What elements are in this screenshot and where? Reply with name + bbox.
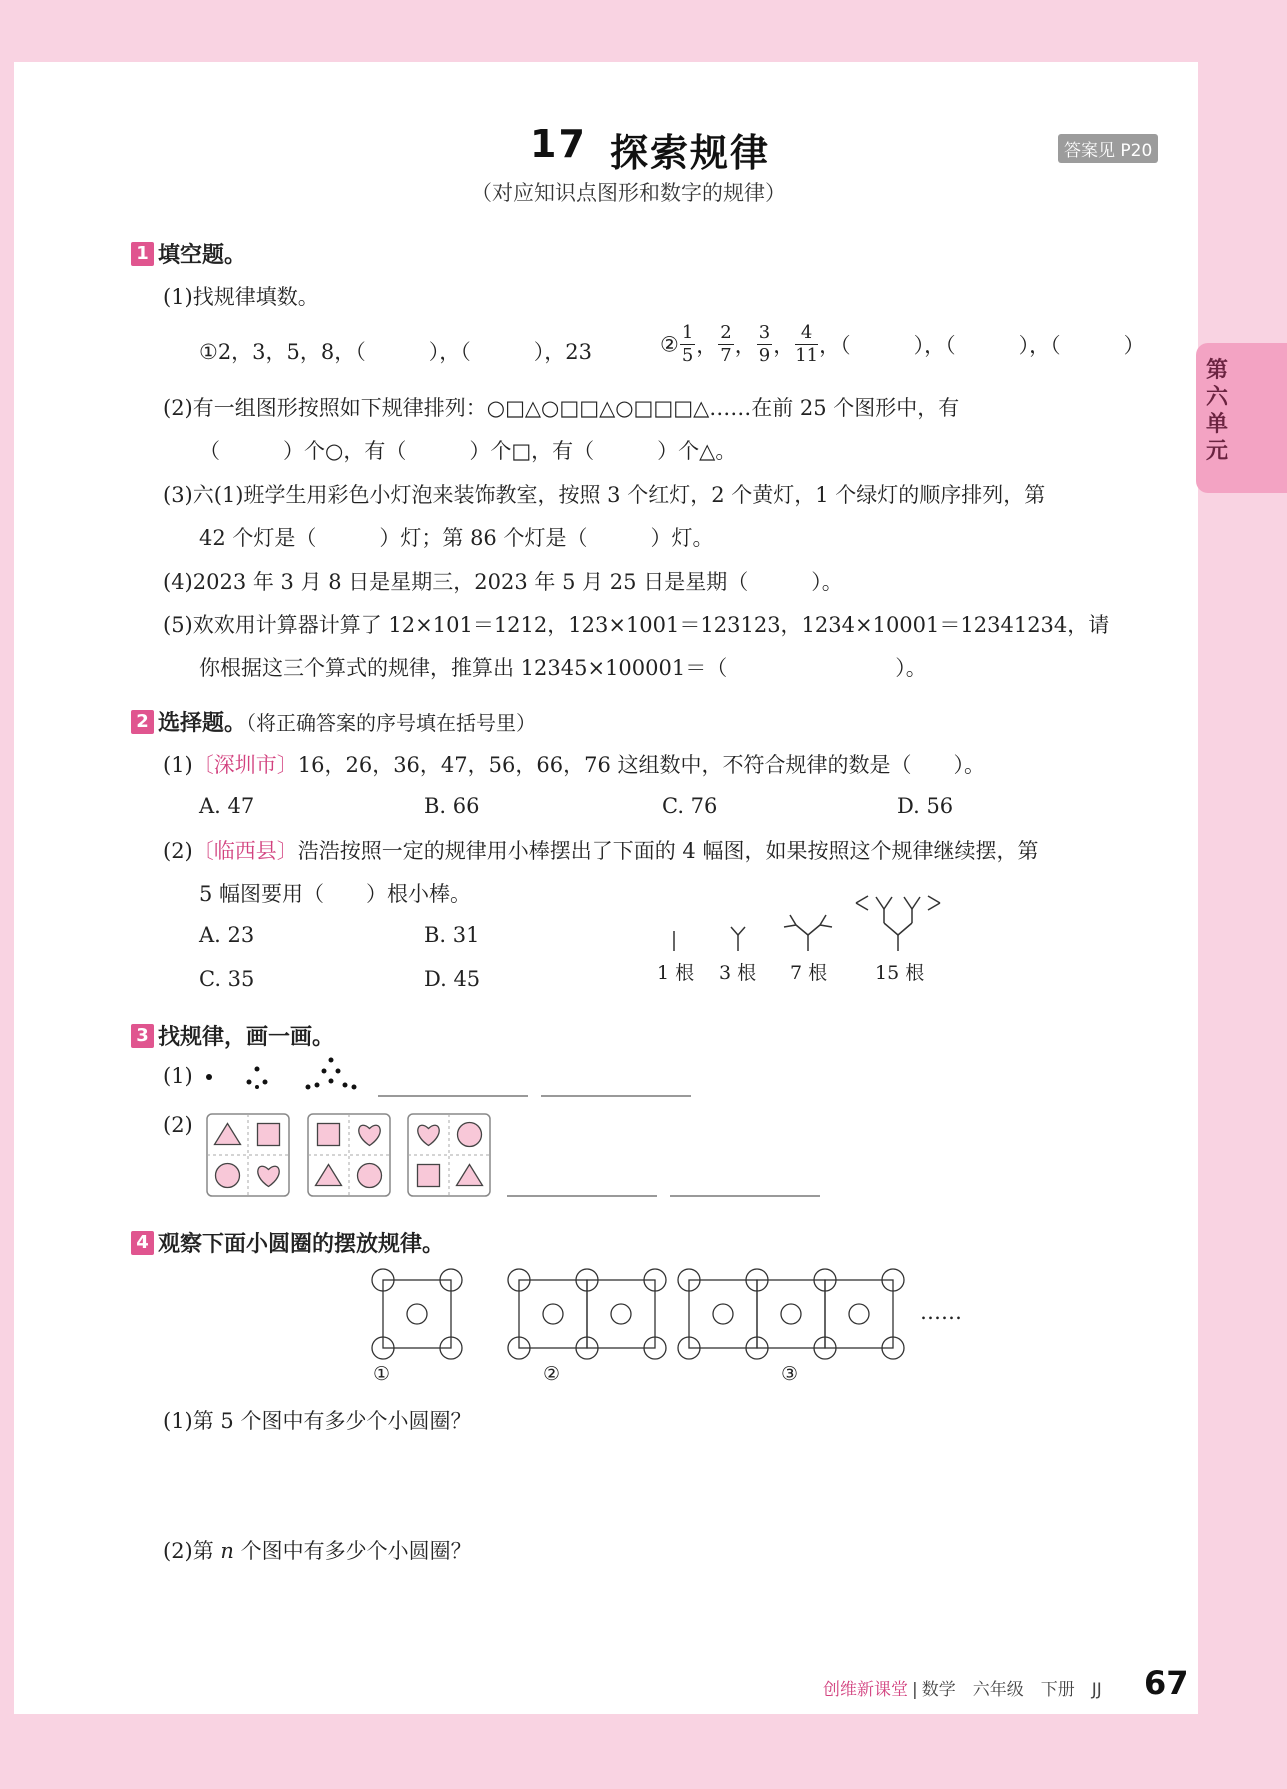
circle-shape: [358, 1164, 382, 1188]
s2-q2-text: 浩浩按照一定的规律用小棒摆出了下面的 4 幅图，如果按照这个规律继续摆，第: [297, 839, 1039, 863]
s1-q1-b-prefix: ②: [660, 332, 679, 357]
fraction-denominator: 11: [795, 345, 819, 366]
s2-q1-option-b: B. 66: [424, 794, 480, 818]
dot-figure-2: [247, 1067, 268, 1090]
footer-brand: 创维新课堂: [823, 1680, 908, 1700]
section-2-title: 选择题。: [158, 711, 247, 736]
stick-figure-4: [856, 896, 940, 951]
unit-side-tab-label: 第六单元: [1205, 358, 1228, 464]
fraction-denominator: 5: [681, 345, 694, 366]
s4-q2-variable: n: [220, 1539, 234, 1563]
page-title: 探索规律: [610, 131, 771, 175]
s4-q1: (1)第 5 个图中有多少个小圆圈？: [163, 1409, 472, 1433]
stick-label-3: 7 根: [790, 962, 828, 984]
lesson-number: 17: [530, 122, 587, 166]
s2-q1: [163, 749, 985, 779]
fraction: [795, 322, 818, 367]
s1-q1-intro: (1)找规律填数。: [163, 285, 319, 309]
fraction-numerator: 3: [758, 322, 771, 343]
s2-q2-option-b: B. 31: [424, 923, 480, 947]
dot-figure-1: [206, 1074, 212, 1080]
fraction-numerator: 4: [795, 322, 818, 345]
s2-q2-number: (2): [163, 839, 193, 863]
section-3-title: 找规律，画一画。: [158, 1025, 335, 1050]
s1-q5-line2: 你根据这三个算式的规律，推算出 12345×100001＝（ ）。: [199, 656, 927, 680]
section-1-title: 填空题。: [158, 243, 247, 268]
s1-q5-line1: (5)欢欢用计算器计算了 12×101＝1212，123×1001＝123123，1234×10001＝12341234，请: [163, 613, 1110, 637]
section-3-number: 3: [131, 1024, 154, 1048]
small-circle: [713, 1304, 733, 1324]
s1-q1-sequence-b: ② $\frac{1}{5}$ ， $\frac{2}{7}$ ， $\frac{3}{9}$ ， $\frac{4}{11}$ ，（ ），（ ），（ ）: [660, 322, 1145, 366]
s1-q3-line1: (3)六(1)班学生用彩色小灯泡来装饰教室，按照 3 个红灯，2 个黄灯，1 个绿灯的顺序排列，第: [163, 483, 1046, 507]
s2-q1-text: 16，26，36，47，56，66，76 这组数中，不符合规律的数是（ ）。: [297, 753, 985, 777]
s3-q2-answer-lines: [507, 1194, 822, 1198]
shape-grid-1: [207, 1114, 289, 1196]
small-circle: [611, 1304, 631, 1324]
s2-q1-region-tag: 〔深圳市〕: [192, 753, 298, 777]
s2-q1-option-d: D. 56: [897, 794, 954, 818]
s1-q3-line2: 42 个灯是（ ）灯；第 86 个灯是（ ）灯。: [199, 526, 714, 550]
stick-label-2: 3 根: [719, 962, 757, 984]
s3-q1-number: (1): [163, 1064, 193, 1088]
square-shape: [318, 1124, 340, 1146]
shape-grids: [206, 1112, 496, 1198]
stick-label-4: 15 根: [875, 962, 925, 984]
s1-q2-line1: (2)有一组图形按照如下规律排列：○□△○□□△○□□□△……在前 25 个图形中，有: [163, 396, 960, 420]
page-number: 67: [1144, 1664, 1189, 1702]
s3-q1-answer-lines: [378, 1094, 693, 1098]
section-1-header: [131, 238, 246, 269]
footer-series: [823, 1675, 1102, 1700]
s3-q2-number: (2): [163, 1113, 193, 1137]
s1-q1-sequence-a: ①2，3，5，8，（ ），（ ），23: [199, 340, 592, 364]
fraction-numerator: 1: [681, 322, 694, 343]
fraction: [757, 322, 772, 367]
dot-figure-3: [306, 1058, 357, 1090]
page-subtitle: （对应知识点图形和数字的规律）: [471, 181, 786, 205]
small-circle: [543, 1304, 563, 1324]
section-2-number: 2: [131, 710, 154, 734]
section-4-header: [131, 1227, 444, 1258]
stick-figure-2: [731, 927, 745, 951]
s2-q1-option-a: A. 47: [199, 794, 255, 818]
circle-pattern-ellipsis: ……: [920, 1300, 962, 1324]
circle-shape: [216, 1164, 240, 1188]
square-shape: [258, 1124, 280, 1146]
answer-ref-badge: 答案见 P20: [1058, 134, 1158, 163]
s2-q1-option-c: C. 76: [662, 794, 718, 818]
circle-pattern-figures: [330, 1262, 870, 1352]
section-3-header: [131, 1020, 334, 1051]
fraction-denominator: 9: [758, 345, 771, 366]
dot-pattern: [200, 1055, 360, 1100]
square-shape: [418, 1165, 440, 1187]
section-4-number: 4: [131, 1231, 154, 1255]
s4-q2-suffix: 个图中有多少个小圆圈？: [233, 1539, 472, 1563]
circle-figure-2: [508, 1269, 666, 1359]
figure-label-1: ①: [373, 1363, 391, 1385]
shape-grid-2: [308, 1114, 390, 1196]
circle-figure-1: [372, 1269, 462, 1359]
stick-figure-3: [784, 915, 832, 951]
section-2-header: [131, 706, 536, 737]
figure-label-2: ②: [543, 1363, 561, 1385]
section-1-number: 1: [131, 242, 154, 266]
figure-label-3: ③: [781, 1363, 799, 1385]
shape-grid-3: [408, 1114, 490, 1196]
s2-q1-number: (1): [163, 753, 193, 777]
s2-q2-option-a: A. 23: [199, 923, 255, 947]
footer-info: 数学 六年级 下册 JJ: [921, 1680, 1102, 1700]
footer-divider: |: [912, 1680, 918, 1700]
s1-q2-line2: （ ）个○，有（ ）个□，有（ ）个△。: [199, 439, 737, 463]
section-2-note: （将正确答案的序号填在括号里）: [246, 711, 537, 735]
circle-shape: [458, 1123, 482, 1147]
section-4-title: 观察下面小圆圈的摆放规律。: [158, 1232, 445, 1257]
fraction-numerator: 2: [720, 322, 732, 343]
s2-q2-option-d: D. 45: [424, 967, 481, 991]
s1-q1-b-blanks: ，（ ），（ ），（ ）: [819, 333, 1145, 358]
s2-q2-line2: 5 幅图要用（ ）根小棒。: [199, 882, 472, 906]
s4-q2-prefix: (2)第: [163, 1539, 221, 1563]
fraction-denominator: 7: [720, 345, 732, 366]
fraction: [718, 322, 733, 367]
s2-q2-region-tag: 〔临西县〕: [192, 839, 298, 863]
s4-q2: [163, 1535, 472, 1565]
small-circle: [407, 1304, 427, 1324]
stick-figures: [650, 885, 950, 965]
s2-q2-option-c: C. 35: [199, 967, 255, 991]
small-circle: [781, 1304, 801, 1324]
fraction: [680, 322, 695, 367]
s2-q2: [163, 835, 1038, 865]
small-circle: [849, 1304, 869, 1324]
stick-label-1: 1 根: [657, 962, 695, 984]
s1-q4: (4)2023 年 3 月 8 日是星期三，2023 年 5 月 25 日是星期（ ）。: [163, 570, 843, 594]
